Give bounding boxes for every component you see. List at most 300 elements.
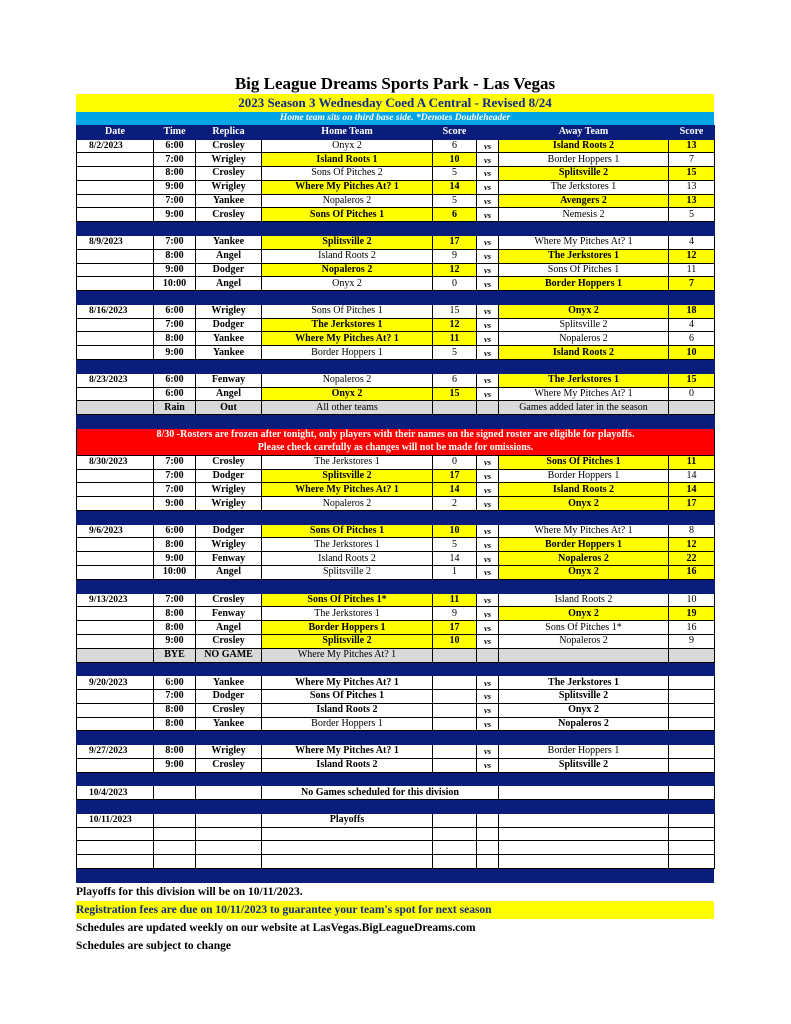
game-row (77, 676, 715, 690)
home-score (433, 703, 477, 717)
home-score (433, 676, 477, 690)
home-score: 0 (433, 455, 477, 469)
away-team: Onyx 2 (499, 607, 669, 621)
away-score: 13 (669, 180, 715, 194)
footer-notes (76, 883, 714, 955)
field-replica: Yankee (196, 346, 262, 360)
home-score: 5 (433, 194, 477, 208)
home-score (433, 690, 477, 704)
field-replica: Crosley (196, 634, 262, 648)
game-time (154, 827, 196, 841)
game-row (77, 745, 715, 759)
versus-label: vs (477, 208, 499, 222)
away-score: 10 (669, 346, 715, 360)
home-team: Border Hoppers 1 (262, 621, 433, 635)
home-score: 10 (433, 524, 477, 538)
field-replica: Fenway (196, 373, 262, 387)
schedule-document (76, 74, 714, 955)
versus-label: vs (477, 249, 499, 263)
column-header: Time (154, 126, 196, 140)
column-header: Home Team (262, 126, 433, 140)
versus-label: vs (477, 332, 499, 346)
versus-label: vs (477, 318, 499, 332)
away-score: 14 (669, 469, 715, 483)
home-score: 14 (433, 552, 477, 566)
home-team: Nopaleros 2 (262, 497, 433, 511)
versus-label (477, 813, 499, 827)
away-score: 15 (669, 167, 715, 181)
game-time: 6:00 (154, 524, 196, 538)
game-row (77, 469, 715, 483)
field-replica: Crosley (196, 593, 262, 607)
game-date (77, 855, 154, 869)
game-time: 8:00 (154, 538, 196, 552)
field-replica (196, 841, 262, 855)
home-team: Onyx 2 (262, 277, 433, 291)
away-team (499, 648, 669, 662)
home-team-note: Home team sits on third base side. *Denotes Doubleheader (76, 112, 714, 125)
away-team (499, 813, 669, 827)
field-replica: Wrigley (196, 483, 262, 497)
away-score (669, 855, 715, 869)
away-team (499, 855, 669, 869)
home-team: Splitsville 2 (262, 469, 433, 483)
home-score: 17 (433, 235, 477, 249)
game-date (77, 153, 154, 167)
game-time: Rain (154, 401, 196, 415)
versus-label: vs (477, 469, 499, 483)
home-score: 5 (433, 346, 477, 360)
game-row (77, 483, 715, 497)
field-replica: Yankee (196, 194, 262, 208)
footer-line: Playoffs for this division will be on 10/11/2023. (76, 886, 303, 899)
home-score: 1 (433, 566, 477, 580)
footer-line: Registration fees are due on 10/11/2023 to guarantee your team's spot for next season (76, 901, 714, 919)
game-date (77, 552, 154, 566)
game-time: 8:00 (154, 607, 196, 621)
game-date (77, 249, 154, 263)
home-team: The Jerkstores 1 (262, 607, 433, 621)
game-date (77, 634, 154, 648)
roster-alert-line: 8/30 -Rosters are frozen after tonight, only players with their names on the signed roster are eligible for playoffs. (156, 429, 635, 441)
game-time: 6:00 (154, 304, 196, 318)
field-replica: Dodger (196, 524, 262, 538)
roster-alert-row (77, 428, 715, 455)
home-score: 6 (433, 373, 477, 387)
away-score (669, 745, 715, 759)
game-date (77, 538, 154, 552)
game-time: 8:00 (154, 332, 196, 346)
away-score (669, 717, 715, 731)
game-date (77, 483, 154, 497)
field-replica: Wrigley (196, 745, 262, 759)
field-replica (196, 827, 262, 841)
game-time: BYE (154, 648, 196, 662)
block-separator (77, 731, 715, 745)
home-score (433, 717, 477, 731)
home-team: Sons Of Pitches 1 (262, 208, 433, 222)
home-team: Where My Pitches At? 1 (262, 332, 433, 346)
home-score: 2 (433, 497, 477, 511)
versus-label: vs (477, 194, 499, 208)
field-replica: Wrigley (196, 538, 262, 552)
home-team: Where My Pitches At? 1 (262, 676, 433, 690)
field-replica: Out (196, 401, 262, 415)
away-score: 7 (669, 277, 715, 291)
game-date (77, 387, 154, 401)
away-score: 7 (669, 153, 715, 167)
game-date: 10/4/2023 (77, 786, 154, 800)
away-score: 16 (669, 621, 715, 635)
home-score: 17 (433, 621, 477, 635)
away-score (669, 690, 715, 704)
game-date: 9/20/2023 (77, 676, 154, 690)
home-score: 5 (433, 538, 477, 552)
game-date (77, 469, 154, 483)
away-score (669, 676, 715, 690)
home-team: Splitsville 2 (262, 634, 433, 648)
home-score (433, 841, 477, 855)
away-team: The Jerkstores 1 (499, 676, 669, 690)
game-time: 9:00 (154, 758, 196, 772)
home-team: Island Roots 1 (262, 153, 433, 167)
home-score (433, 401, 477, 415)
home-score (433, 758, 477, 772)
game-row (77, 855, 715, 869)
game-row (77, 139, 715, 153)
away-team: Nopaleros 2 (499, 332, 669, 346)
home-score: 14 (433, 180, 477, 194)
game-row (77, 552, 715, 566)
away-team: Splitsville 2 (499, 690, 669, 704)
game-row (77, 717, 715, 731)
home-score (433, 745, 477, 759)
versus-label: vs (477, 703, 499, 717)
block-separator (77, 415, 715, 429)
game-date (77, 318, 154, 332)
game-time: 7:00 (154, 483, 196, 497)
home-score: 11 (433, 332, 477, 346)
game-time: 8:00 (154, 621, 196, 635)
away-team (499, 841, 669, 855)
game-row (77, 249, 715, 263)
game-row (77, 401, 715, 415)
home-team (262, 841, 433, 855)
field-replica: Dodger (196, 263, 262, 277)
home-score: 15 (433, 387, 477, 401)
versus-label: vs (477, 304, 499, 318)
home-team: All other teams (262, 401, 433, 415)
game-row (77, 455, 715, 469)
away-team: The Jerkstores 1 (499, 249, 669, 263)
field-replica: Wrigley (196, 304, 262, 318)
versus-label: vs (477, 717, 499, 731)
away-team: Where My Pitches At? 1 (499, 235, 669, 249)
versus-label: vs (477, 593, 499, 607)
away-team: Island Roots 2 (499, 346, 669, 360)
versus-label: vs (477, 277, 499, 291)
field-replica: Yankee (196, 676, 262, 690)
home-score (433, 855, 477, 869)
schedule-table (76, 125, 715, 869)
versus-label: vs (477, 483, 499, 497)
versus-label (477, 855, 499, 869)
home-team: Island Roots 2 (262, 552, 433, 566)
field-replica: Crosley (196, 455, 262, 469)
game-time: 7:00 (154, 455, 196, 469)
column-header: Date (77, 126, 154, 140)
table-end-bar (76, 869, 714, 883)
game-time (154, 813, 196, 827)
away-score (669, 813, 715, 827)
game-time: 6:00 (154, 373, 196, 387)
versus-label: vs (477, 566, 499, 580)
home-team: Sons Of Pitches 1 (262, 524, 433, 538)
game-time: 7:00 (154, 235, 196, 249)
column-header: Replica (196, 126, 262, 140)
away-score: 13 (669, 139, 715, 153)
versus-label: vs (477, 538, 499, 552)
home-team: Where My Pitches At? 1 (262, 483, 433, 497)
game-time: 7:00 (154, 318, 196, 332)
home-team: Nopaleros 2 (262, 373, 433, 387)
versus-label: vs (477, 676, 499, 690)
away-team: Avengers 2 (499, 194, 669, 208)
home-score: 10 (433, 634, 477, 648)
block-separator (77, 510, 715, 524)
game-time: 9:00 (154, 346, 196, 360)
away-team: Where My Pitches At? 1 (499, 387, 669, 401)
away-team (499, 827, 669, 841)
game-row (77, 703, 715, 717)
field-replica: Dodger (196, 690, 262, 704)
game-date (77, 346, 154, 360)
away-score (669, 648, 715, 662)
game-time: 7:00 (154, 153, 196, 167)
versus-label (477, 648, 499, 662)
game-row (77, 263, 715, 277)
field-replica: Crosley (196, 167, 262, 181)
versus-label: vs (477, 139, 499, 153)
game-date (77, 703, 154, 717)
game-date (77, 566, 154, 580)
game-date (77, 607, 154, 621)
game-time: 8:00 (154, 745, 196, 759)
home-score (433, 827, 477, 841)
game-time: 6:00 (154, 676, 196, 690)
game-time: 8:00 (154, 717, 196, 731)
game-time: 7:00 (154, 194, 196, 208)
block-separator (77, 291, 715, 305)
away-team: The Jerkstores 1 (499, 373, 669, 387)
game-date: 8/23/2023 (77, 373, 154, 387)
away-score: 12 (669, 538, 715, 552)
game-date: 9/13/2023 (77, 593, 154, 607)
game-row (77, 318, 715, 332)
game-date: 8/16/2023 (77, 304, 154, 318)
field-replica: Angel (196, 387, 262, 401)
game-time (154, 841, 196, 855)
away-score: 16 (669, 566, 715, 580)
away-team: Border Hoppers 1 (499, 153, 669, 167)
home-score: 15 (433, 304, 477, 318)
away-team: Border Hoppers 1 (499, 469, 669, 483)
away-score: 15 (669, 373, 715, 387)
away-score: 5 (669, 208, 715, 222)
away-score: 22 (669, 552, 715, 566)
home-team: Sons Of Pitches 2 (262, 167, 433, 181)
game-row (77, 786, 715, 800)
home-score: 9 (433, 249, 477, 263)
game-row (77, 566, 715, 580)
away-team: Onyx 2 (499, 703, 669, 717)
game-time: 6:00 (154, 387, 196, 401)
block-separator (77, 222, 715, 236)
away-score: 10 (669, 593, 715, 607)
home-score (433, 813, 477, 827)
field-replica: Fenway (196, 552, 262, 566)
game-row (77, 524, 715, 538)
game-row (77, 813, 715, 827)
home-team: Border Hoppers 1 (262, 346, 433, 360)
block-separator (77, 579, 715, 593)
home-team: Nopaleros 2 (262, 263, 433, 277)
field-replica: Crosley (196, 703, 262, 717)
game-date (77, 841, 154, 855)
home-score: 17 (433, 469, 477, 483)
versus-label: vs (477, 167, 499, 181)
field-replica: Crosley (196, 139, 262, 153)
game-time: 7:00 (154, 690, 196, 704)
away-score (669, 703, 715, 717)
away-score (669, 758, 715, 772)
field-replica: Yankee (196, 332, 262, 346)
away-score (669, 841, 715, 855)
away-score (669, 786, 715, 800)
footer-line: Schedules are updated weekly on our website at LasVegas.BigLeagueDreams.com (76, 922, 476, 935)
field-replica: Yankee (196, 717, 262, 731)
away-score: 4 (669, 235, 715, 249)
game-row (77, 827, 715, 841)
away-score: 18 (669, 304, 715, 318)
field-replica: Angel (196, 249, 262, 263)
home-team: Onyx 2 (262, 387, 433, 401)
game-row (77, 497, 715, 511)
away-team: Splitsville 2 (499, 758, 669, 772)
away-score: 11 (669, 455, 715, 469)
game-date (77, 621, 154, 635)
game-row (77, 387, 715, 401)
game-date (77, 648, 154, 662)
field-replica: Fenway (196, 607, 262, 621)
game-date (77, 180, 154, 194)
versus-label: vs (477, 745, 499, 759)
no-games-note: No Games scheduled for this division (262, 786, 499, 800)
home-team: The Jerkstores 1 (262, 455, 433, 469)
home-team (262, 855, 433, 869)
field-replica: Crosley (196, 758, 262, 772)
versus-label: vs (477, 180, 499, 194)
away-score: 13 (669, 194, 715, 208)
home-team: Where My Pitches At? 1 (262, 648, 433, 662)
game-time: 8:00 (154, 249, 196, 263)
game-date (77, 758, 154, 772)
home-team: Splitsville 2 (262, 235, 433, 249)
game-row (77, 607, 715, 621)
away-team: Nopaleros 2 (499, 717, 669, 731)
home-team: Onyx 2 (262, 139, 433, 153)
field-replica: Angel (196, 566, 262, 580)
game-date: 8/30/2023 (77, 455, 154, 469)
game-time: 8:00 (154, 703, 196, 717)
block-separator (77, 800, 715, 814)
field-replica: Dodger (196, 318, 262, 332)
home-team: Playoffs (262, 813, 433, 827)
away-team: Splitsville 2 (499, 318, 669, 332)
away-score: 6 (669, 332, 715, 346)
game-date (77, 401, 154, 415)
block-separator (77, 360, 715, 374)
field-replica: Wrigley (196, 180, 262, 194)
game-row (77, 194, 715, 208)
home-team: Sons Of Pitches 1 (262, 690, 433, 704)
game-row (77, 690, 715, 704)
home-team: Nopaleros 2 (262, 194, 433, 208)
away-team: Nopaleros 2 (499, 634, 669, 648)
field-replica (196, 813, 262, 827)
away-score: 12 (669, 249, 715, 263)
home-score: 12 (433, 263, 477, 277)
footer-line: Schedules are subject to change (76, 940, 232, 953)
field-replica: Wrigley (196, 153, 262, 167)
block-separator (77, 662, 715, 676)
versus-label: vs (477, 153, 499, 167)
home-team: The Jerkstores 1 (262, 318, 433, 332)
field-replica (196, 786, 262, 800)
field-replica: Wrigley (196, 497, 262, 511)
home-score: 10 (433, 153, 477, 167)
away-team: Sons Of Pitches 1 (499, 455, 669, 469)
game-row (77, 346, 715, 360)
versus-label: vs (477, 634, 499, 648)
home-score: 9 (433, 607, 477, 621)
column-header: Score (433, 126, 477, 140)
away-score: 9 (669, 634, 715, 648)
home-team: Where My Pitches At? 1 (262, 180, 433, 194)
field-replica: Crosley (196, 208, 262, 222)
game-row (77, 277, 715, 291)
away-score: 14 (669, 483, 715, 497)
away-score: 0 (669, 387, 715, 401)
away-team: Onyx 2 (499, 497, 669, 511)
away-team: Border Hoppers 1 (499, 277, 669, 291)
away-team: Splitsville 2 (499, 167, 669, 181)
versus-label: vs (477, 621, 499, 635)
home-score: 6 (433, 208, 477, 222)
home-score: 14 (433, 483, 477, 497)
versus-label: vs (477, 607, 499, 621)
away-team: Sons Of Pitches 1 (499, 263, 669, 277)
away-team: Border Hoppers 1 (499, 538, 669, 552)
block-separator (77, 772, 715, 786)
game-time: 9:00 (154, 552, 196, 566)
field-replica: Dodger (196, 469, 262, 483)
field-replica (196, 855, 262, 869)
game-row (77, 235, 715, 249)
game-time: 9:00 (154, 180, 196, 194)
away-score: 19 (669, 607, 715, 621)
away-score (669, 401, 715, 415)
